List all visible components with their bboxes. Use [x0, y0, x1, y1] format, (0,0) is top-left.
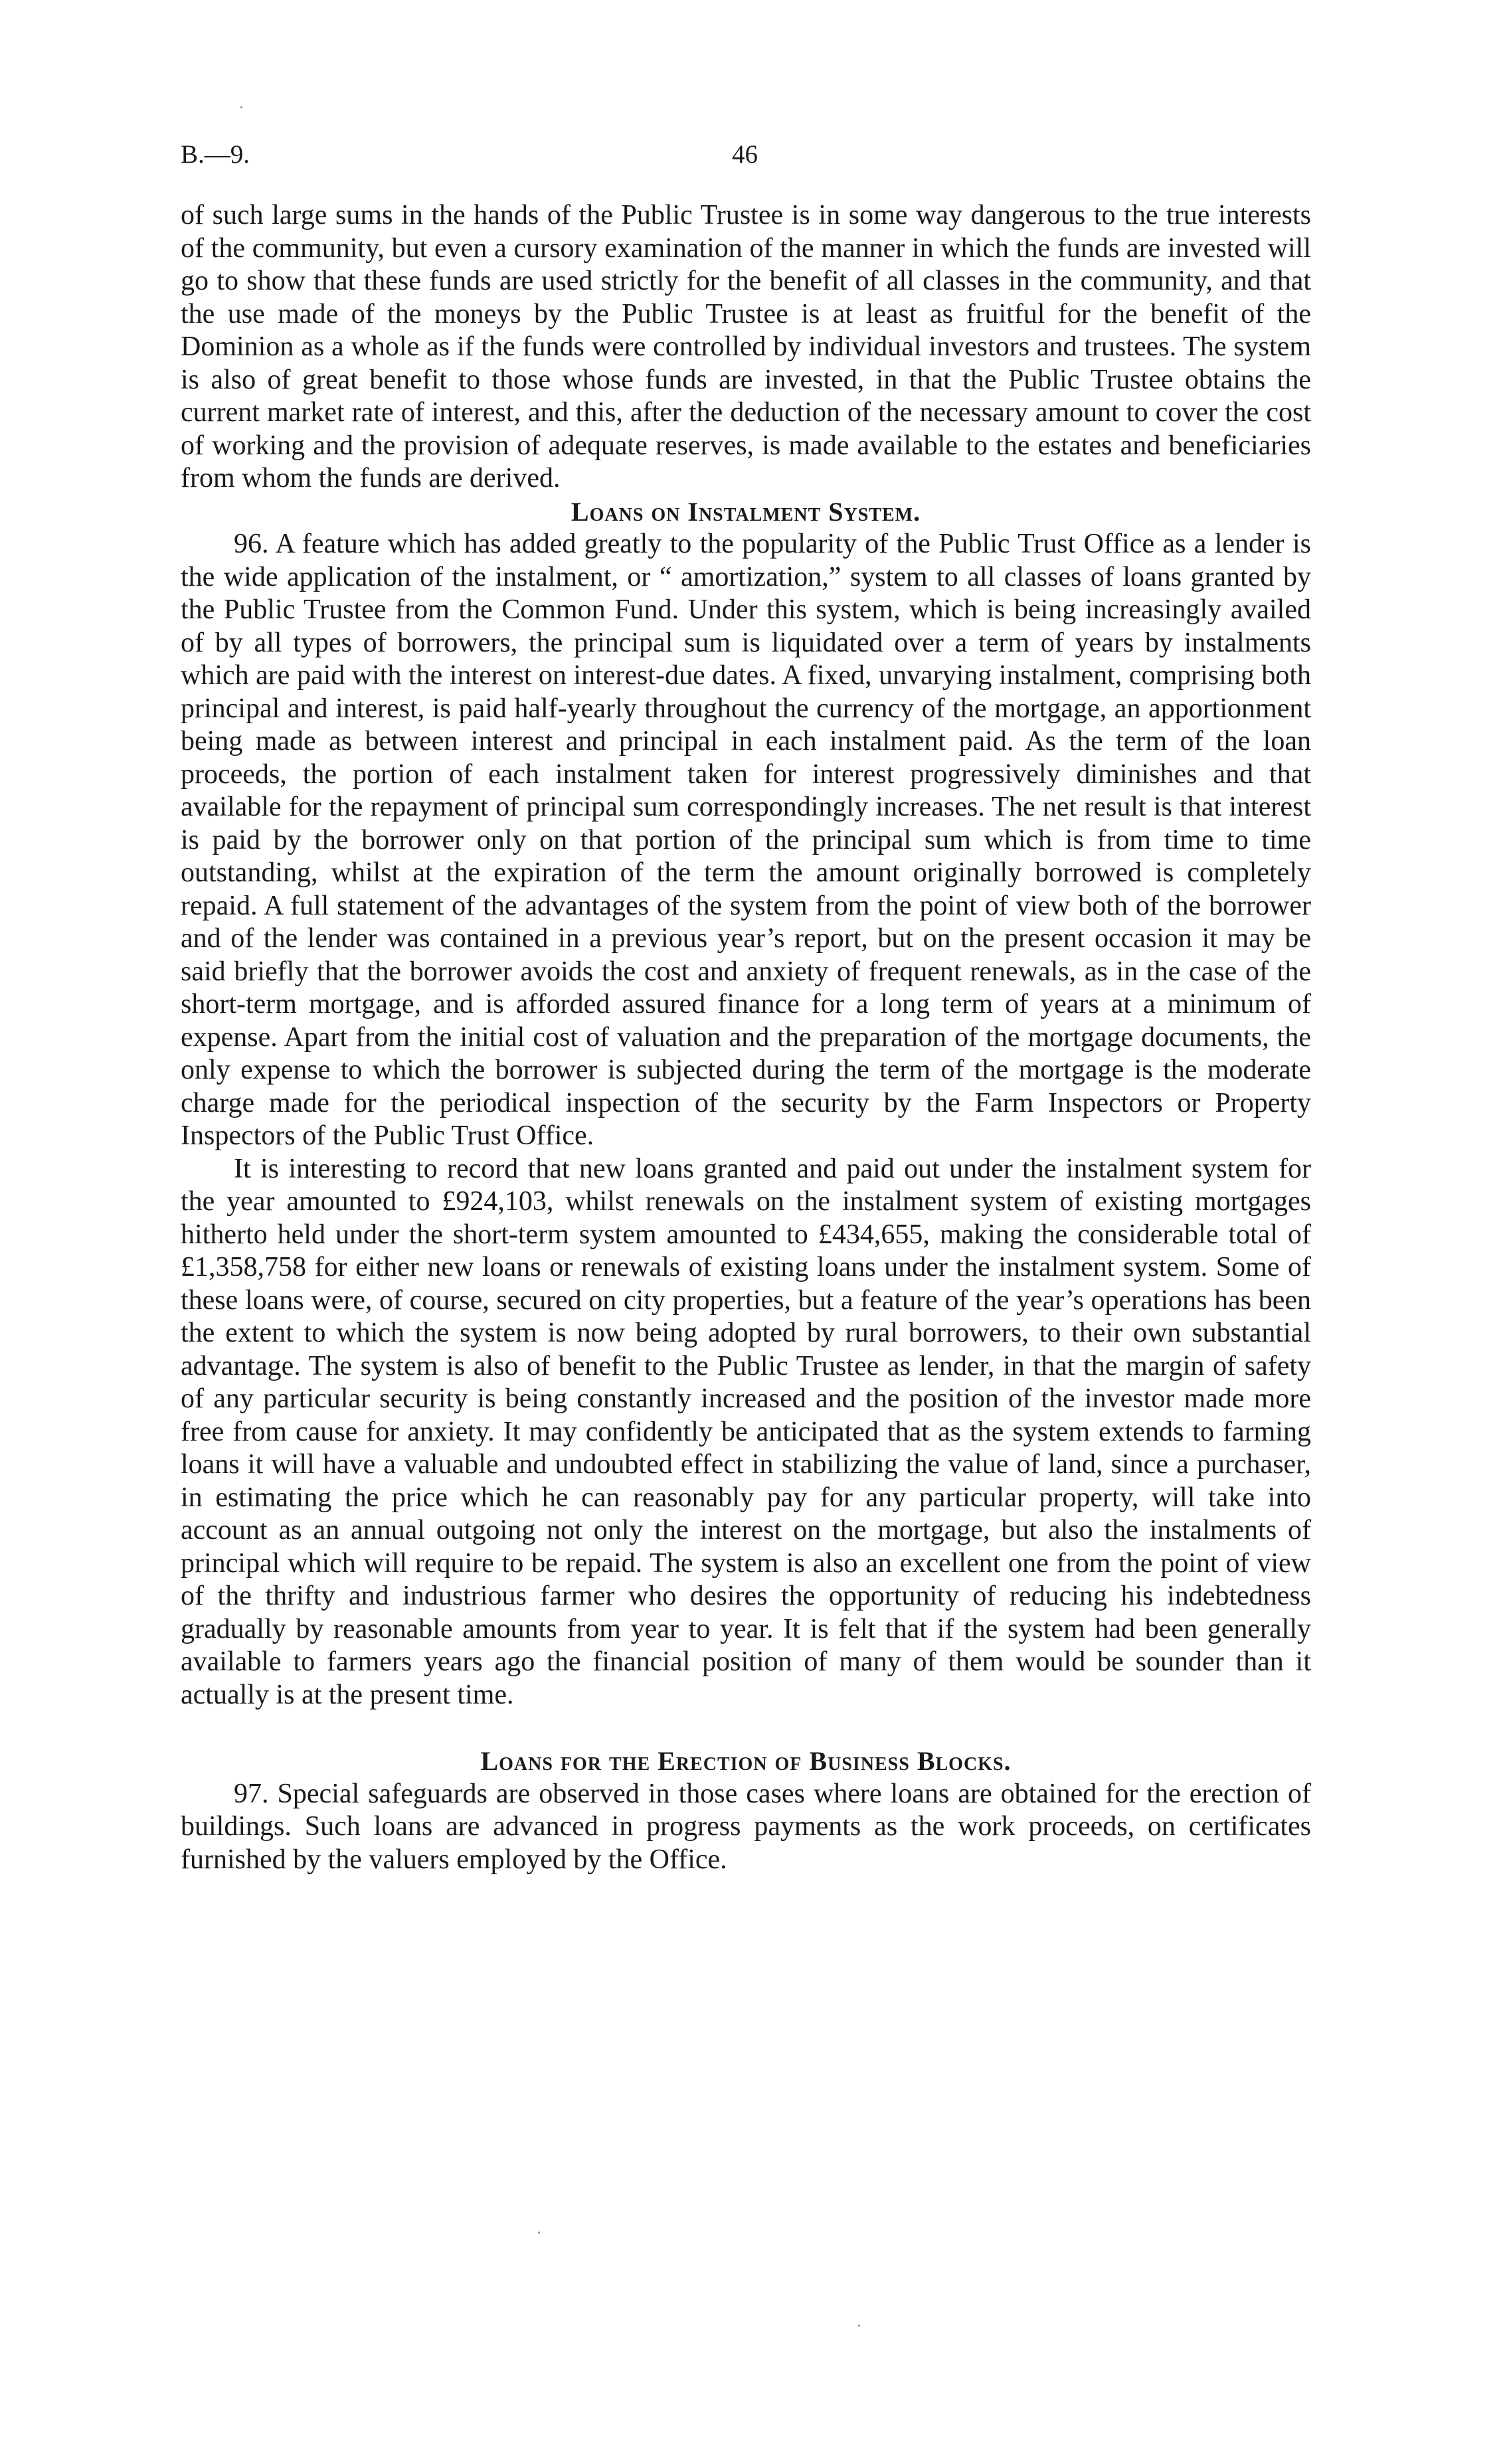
paper-speck	[858, 2325, 860, 2327]
paragraph-continued: of such large sums in the hands of the Public Trustee is in some way dangerous to the true interests of the community, but even a cursory examination of the manner in which the funds are invested will go to show that these funds are used strictly for the benefit of all classes in the community, and that the use made of the moneys by the Public Trustee is at least as fruitful for the benefit of the Dominion as a whole as if the funds were controlled by individual investors and trustees. The system is also of great benefit to those whose funds are invested, in that the Public Trustee obtains the current market rate of interest, and this, after the deduction of the necessary amount to cover the cost of working and the provision of adequate reserves, is made available to the estates and beneficiaries from whom the funds are derived.	[181, 200, 1311, 493]
document-reference: B.—9.	[181, 140, 250, 169]
section-heading-instalment-system: Loans on Instalment System.	[571, 496, 921, 527]
paragraph-instalment-figures: It is interesting to record that new loans granted and paid out under the instalment system for the year amounted to £924,103, whilst renewals on the instalment system of existing mortgages hitherto held under the short-term system amounted to £434,655, making the considerable total of £1,358,758 for either new loans or renewals of existing loans under the instalment system. Some of these loans were, of course, secured on city properties, but a feature of the year’s operations has been the extent to which the system is now being adopted by rural borrowers, to their own substantial advantage. The system is also of benefit to the Public Trustee as lender, in that the margin of safety of any particular security is being constantly increased and the position of the investor made more free from cause for anxiety. It may confidently be anticipated that as the system extends to farming loans it will have a valuable and undoubted effect in stabilizing the value of land, since a purchaser, in estimating the price which he can reasonably pay for any particular property, will take into account as an annual outgoing not only the interest on the mortgage, but also the instalments of principal which will require to be repaid. The system is also an excellent one from the point of view of the thrifty and industrious farmer who desires the opportunity of reducing his indebtedness gradually by reasonable amounts from year to year. It is felt that if the system had been generally available to farmers years ago the financial position of many of them would be sounder than it actually is at the present time.	[181, 1153, 1311, 1710]
page-number: 46	[732, 140, 758, 169]
running-head	[181, 139, 1310, 179]
body-text	[181, 199, 1311, 1876]
section-heading-business-blocks: Loans for the Erection of Business Blocks.	[480, 1746, 1012, 1776]
paragraph-96: 96. A feature which has added greatly to the popularity of the Public Trust Office as a lender is the wide application of the instalment, or “ amortization,” system to all classes of loans granted by the Public Trustee from the Common Fund. Under this system, which is being increasingly availed of by all types of borrowers, the principal sum is liquidated over a term of years by instalments which are paid with the interest on interest-due dates. A fixed, unvarying instalment, comprising both principal and interest, is paid half-yearly throughout the currency of the mortgage, an apportionment being made as between interest and principal in each instalment paid. As the term of the loan proceeds, the portion of each instalment taken for interest progressively diminishes and that available for the repayment of principal sum correspondingly increases. The net result is that interest is paid by the borrower only on that portion of the principal sum which is from time to time outstanding, whilst at the expiration of the term the amount originally borrowed is completely repaid. A full statement of the advantages of the system from the point of view both of the borrower and of the lender was contained in a previous year’s report, but on the present occasion it may be said briefly that the borrower avoids the cost and anxiety of frequent renewals, as in the case of the short-term mortgage, and is afforded assured finance for a long term of years at a minimum of expense. Apart from the initial cost of valuation and the preparation of the mortgage documents, the only expense to which the borrower is subjected during the term of the mortgage is the moderate charge made for the periodical inspection of the security by the Farm Inspectors or Property Inspectors of the Public Trust Office.	[181, 529, 1311, 1151]
paragraph-97: 97. Special safeguards are observed in those cases where loans are obtained for the erection of buildings. Such loans are advanced in progress payments as the work proceeds, on certificates furnished by the valuers employed by the Office.	[181, 1778, 1311, 1875]
paper-speck	[240, 106, 242, 108]
paper-speck	[538, 2232, 540, 2234]
